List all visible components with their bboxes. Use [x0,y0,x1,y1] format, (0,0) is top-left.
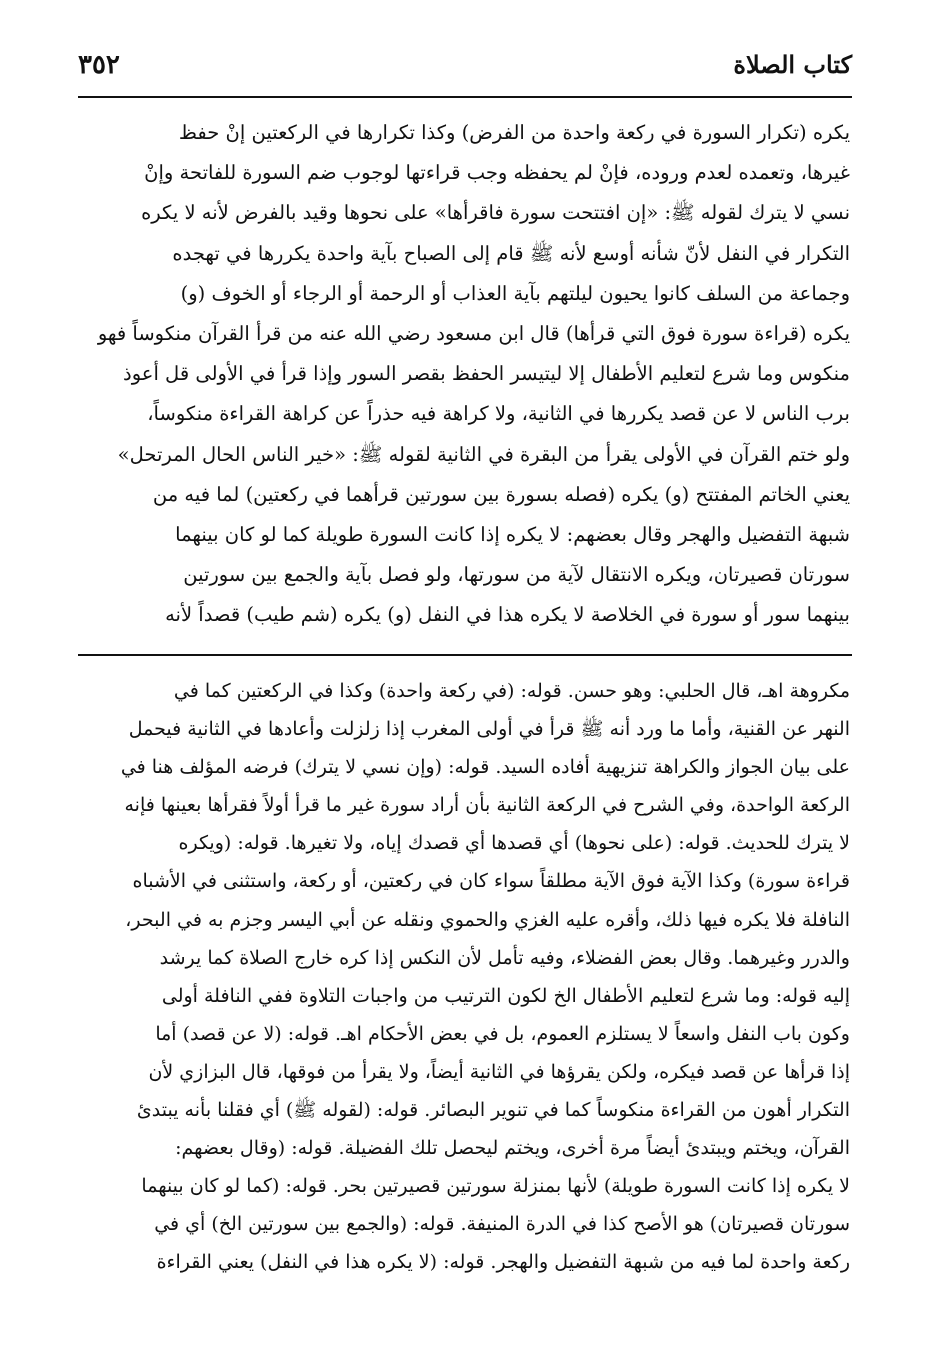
main-text-line: يكره (قراءة سورة فوق التي قرأها) قال ابن مسعود رضي الله عنه من قرأ القرآن منكوساً فهو [97,322,850,346]
commentary-line: لا يترك للحديث. قوله: (على نحوها) أي قصدها أي قصدك إياه، ولا تغيرها. قوله: (ويكره [178,832,850,855]
commentary-line: على بيان الجواز والكراهة تنزيهية أفاده السيد. قوله: (وإن نسي لا يترك) فرضه المؤلف هنا في [120,756,850,779]
main-text-line: برب الناس لا عن قصد يكررها في الثانية، ولا كراهة فيه حذراً عن كراهة القراءة منكوساً، [147,402,850,426]
commentary-line: الركعة الواحدة، وفي الشرح في الركعة الثانية بأن أراد سورة غير ما قرأ أولاً فقرأها بعينها فإنه [124,794,850,817]
commentary-line: لا يكره إذا كانت السورة طويلة) لأنها بمنزلة سورتين قصيرتين بحر. قوله: (كما لو كان بينهما [141,1175,850,1198]
book-title: كتاب الصلاة [733,50,852,79]
commentary-line: سورتان قصيرتان) هو الأصح كذا في الدرة المنيفة. قوله: (والجمع بين سورتين الخ) أي في [154,1213,850,1236]
page-number: ٣٥٢ [78,50,120,80]
commentary-line: والدرر وغيرهما. وقال بعض الفضلاء، وفيه تأمل لأن النكس إذا كره خارج الصلاة كما يرشد [159,946,850,969]
main-text-line: يعني الخاتم المفتتح (و) يكره (فصله بسورة بين سورتين قرأهما في ركعتين) لما فيه من [152,482,850,506]
main-text-line: غيرها، وتعمده لعدم وروده، فإنْ لم يحفظه وجب قراءتها لوجوب ضم السورة للفاتحة وإنْ [144,161,850,185]
page-header [78,44,852,84]
main-text-line: التكرار في النفل لأنّ شأنه أوسع لأنه ﷺ قام إلى الصباح بآية واحدة يكررها في تهجده [172,241,850,265]
commentary-line: النافلة فلا يكره فيها ذلك، وأقره عليه الغزي والحموي ونقله عن أبي اليسر وجزم به في البحر، [125,908,850,931]
commentary-line: النهر عن القنية، وأما ما ورد أنه ﷺ قرأ في أولى المغرب إذا زلزلت وأعادها في الثانية فيحمل [128,718,850,741]
main-text-line: نسي لا يترك لقوله ﷺ: «إن افتتحت سورة فاقرأها» على نحوها وقيد بالفرض لأنه لا يكره [141,201,850,225]
main-text [82,113,850,641]
commentary-line: القرآن، ويختم ويبتدئ أيضاً مرة أخرى، ويختم ليحصل تلك الفضيلة. قوله: (وقال بعضهم: [175,1137,850,1160]
commentary-line: قراءة سورة) وكذا الآية فوق الآية مطلقاً سواء كان في ركعتين، أو ركعة، واستثنى في الأشباه [132,870,850,893]
commentary-line: وكون باب النفل واسعاً لا يستلزم العموم، بل في بعض الأحكام اهـ. قوله: (لا عن قصد) أما [155,1022,850,1045]
main-text-line: منكوس وما شرع لتعليم الأطفال إلا ليتيسر الحفظ بقصر السور وإذا قرأ في الأولى قل أعوذ [123,362,850,386]
main-text-line: وجماعة من السلف كانوا يحيون ليلتهم بآية العذاب أو الرحمة أو الرجاء أو الخوف (و) [180,281,850,305]
commentary-text [82,672,850,1322]
commentary-line: ركعة واحدة لما فيه من شبهة التفضيل والهجر. قوله: (لا يكره هذا في النفل) يعني القراءة [156,1251,850,1274]
header-rule [78,96,852,98]
main-text-line: شبهة التفضيل والهجر وقال بعضهم: لا يكره إذا كانت السورة طويلة كما لو كان بينهما [175,523,850,547]
commentary-line: إذا قرأها عن قصد فيكره، ولكن يقرؤها في الثانية أيضاً، ولا يقرأ من فوقها، قال البزازي لأن [148,1060,850,1083]
commentary-line: مكروهة اهـ، قال الحلبي: وهو حسن. قوله: (في ركعة واحدة) وكذا في الركعتين كما في [173,680,850,702]
main-text-line: يكره (تكرار السورة في ركعة واحدة من الفرض) وكذا تكرارها في الركعتين إنْ حفظ [178,121,850,144]
footnote-separator [78,654,852,656]
commentary-line: إليه قوله: وما شرع لتعليم الأطفال الخ لكون الترتيب من واجبات التلاوة ففي النافلة أولى [161,984,850,1007]
commentary-line: التكرار أهون من القراءة منكوساً كما في تنوير البصائر. قوله: (لقوله ﷺ) أي فقلنا بأنه يبتدئ [136,1099,850,1122]
main-text-line: بينهما سور أو سورة في الخلاصة لا يكره هذا في النفل (و) يكره (شم طيب) قصداً لأنه [165,603,850,627]
main-text-line: سورتان قصيرتان، ويكره الانتقال لآية من سورتها، ولو فصل بآية والجمع بين سورتين [183,563,850,587]
main-text-line: ولو ختم القرآن في الأولى يقرأ من البقرة في الثانية لقوله ﷺ: «خير الناس الحال المرتحل» [117,442,850,466]
